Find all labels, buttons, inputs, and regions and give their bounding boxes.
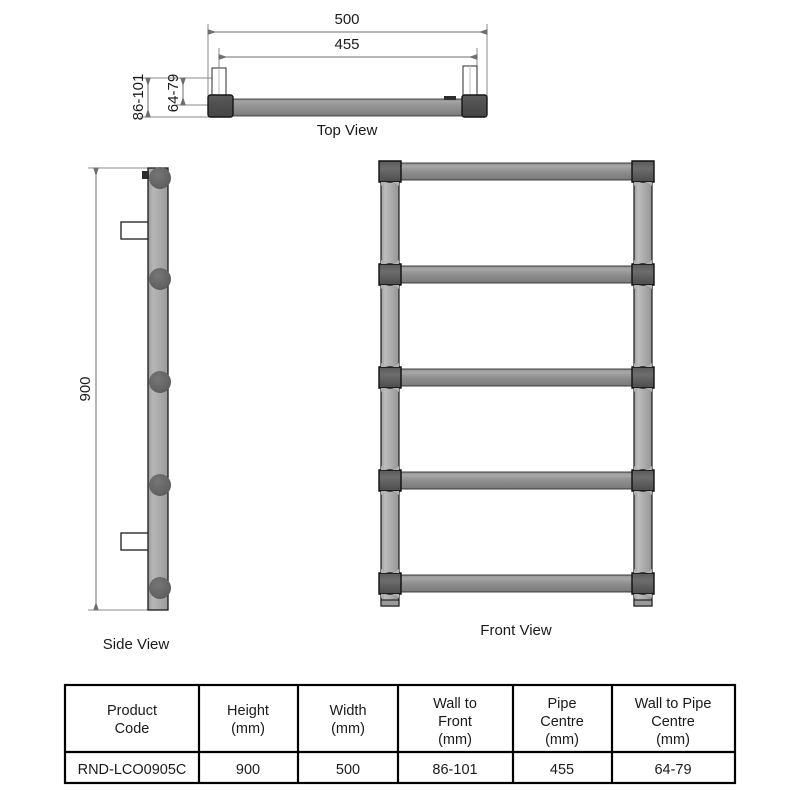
spec-table-header-product-code: Product <box>107 703 157 719</box>
side-view-rung-joint <box>149 268 171 290</box>
side-view-group <box>77 167 171 653</box>
front-view-joint-left <box>379 264 401 285</box>
front-view-right-foot <box>634 600 652 606</box>
dimension-label-pipe-centre: 455 <box>334 36 360 53</box>
front-view-label: Front View <box>480 622 552 639</box>
top-view-rail-highlight <box>228 101 468 103</box>
side-view-rung-joint <box>149 474 171 496</box>
spec-table-header-pipe-centre: Pipe <box>547 696 577 712</box>
top-view-right-end-block <box>462 95 487 117</box>
spec-table-header-width-unit: (mm) <box>331 721 365 737</box>
spec-table-header-wall-to-pipe-centre-line2: Centre <box>651 714 695 730</box>
spec-table-header-pipe-centre-line2: Centre <box>540 714 584 730</box>
front-view-rung <box>397 369 636 386</box>
front-view-rung <box>397 163 636 180</box>
dimension-label-wall-to-pipe-centre: 64-79 <box>165 73 182 113</box>
side-view-top-valve-nub <box>142 171 149 179</box>
cell-width: 500 <box>335 762 361 778</box>
spec-table-header-wall-to-pipe-centre-unit: (mm) <box>656 732 690 748</box>
front-view-joint-left <box>379 367 401 388</box>
side-view-upper-wall-bracket <box>121 222 149 239</box>
top-view-bleed-valve-nub <box>444 96 456 100</box>
cell-product-code: RND-LCO0905C <box>77 762 187 778</box>
side-view-rung-joint <box>149 371 171 393</box>
front-view-rung <box>397 266 636 283</box>
dimension-label-overall-height: 900 <box>77 376 94 402</box>
front-view-group <box>379 161 654 639</box>
side-view-rung-joint <box>149 577 171 599</box>
front-view-joint-right <box>632 367 654 388</box>
dimension-label-overall-width: 500 <box>334 11 360 28</box>
spec-table-header-wall-to-front-line2: Front <box>438 714 472 730</box>
front-view-corner-joint-top-right <box>632 161 654 182</box>
side-view-label: Side View <box>102 636 170 653</box>
spec-table-header-product-code-line2: Code <box>114 721 150 737</box>
front-view-joint-right <box>632 264 654 285</box>
cell-wall-to-front: 86-101 <box>432 762 478 778</box>
top-view-label: Top View <box>316 122 378 139</box>
spec-table <box>65 685 735 783</box>
front-view-rung <box>397 472 636 489</box>
top-view-group <box>130 11 487 139</box>
front-view-rung <box>397 575 636 592</box>
spec-table-header-wall-to-front: Wall to <box>433 696 477 712</box>
spec-table-header-pipe-centre-unit: (mm) <box>545 732 579 748</box>
front-view-post-shoulders <box>381 182 652 598</box>
side-view-rung-joint <box>149 167 171 189</box>
dimension-label-wall-to-front: 86-101 <box>130 73 147 121</box>
spec-table-header-width: Width <box>329 703 367 719</box>
side-view-lower-wall-bracket <box>121 533 149 550</box>
front-view-joint-right <box>632 470 654 491</box>
front-view-left-foot <box>381 600 399 606</box>
table-row <box>78 762 692 778</box>
spec-table-header-height: Height <box>227 703 269 719</box>
front-view-joint-right <box>632 573 654 594</box>
front-view-joint-left <box>379 470 401 491</box>
front-view-corner-joint-top-left <box>379 161 401 182</box>
spec-table-header-wall-to-front-unit: (mm) <box>438 732 472 748</box>
cell-pipe-centre: 455 <box>549 762 575 778</box>
cell-height: 900 <box>235 762 261 778</box>
top-view-left-end-block <box>208 95 233 117</box>
front-view-joint-left <box>379 573 401 594</box>
spec-table-header-wall-to-pipe-centre: Wall to Pipe <box>634 696 712 712</box>
cell-wall-to-pipe-centre: 64-79 <box>654 762 692 778</box>
spec-table-header-height-unit: (mm) <box>231 721 265 737</box>
